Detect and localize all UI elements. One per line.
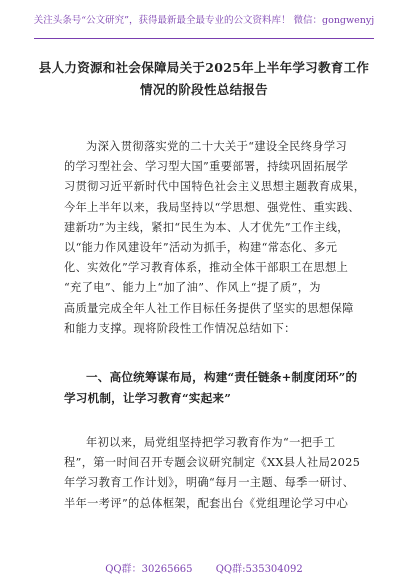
footer	[0, 560, 408, 575]
footer-qq-group-1: QQ群：30265665	[105, 564, 193, 575]
paragraph-line: 建新功”为主线，紧扣“民生为本、人才优先”工作主线，	[64, 220, 349, 234]
paragraph-line: 半年一考评”的总体框架，配套出台《党组理论学习中心	[64, 496, 349, 510]
paragraph-line: 化、实效化”学习教育体系，推动全体干部职工在思想上	[64, 261, 349, 275]
section-heading-1	[64, 367, 364, 409]
footer-qq-group-2: QQ群:535304092	[215, 564, 303, 575]
paragraph-line: “充了电”、能力上“加了油”、作风上“提了质”，为	[64, 281, 321, 295]
heading-line: 学习机制，让学习教育“实起来”	[64, 391, 232, 405]
document-title-line-2: 情况的阶段性总结报告	[139, 82, 268, 97]
paragraph-line: 今年上半年以来，我局坚持以“学思想、强党性、重实践、	[64, 200, 360, 214]
paragraph-line: 程”，第一时间召开专题会议研究制定《XX县人社局2025	[64, 456, 361, 470]
paragraph-line: 为深入贯彻落实党的二十大关于“建设全民终身学习	[86, 140, 348, 153]
header-divider	[34, 38, 374, 39]
document-title-line-1: 县人力资源和社会保障局关于2025年上半年学习教育工作	[38, 60, 370, 75]
heading-line: 一、高位统筹谋布局，构建“责任链条+制度闭环”的	[86, 370, 358, 384]
paragraph-line: 的学习型社会、学习型大国”重要部署，持续巩固拓展学	[64, 160, 349, 174]
header-banner: 关注头条号“公文研究”，获得最新最全最专业的公文资料库！ 微信：gongwenyj	[33, 15, 375, 26]
paragraph-line: 以“能力作风建设年”活动为抓手，构建“常态化、多元	[64, 240, 338, 254]
section-1-paragraph	[64, 433, 361, 514]
intro-paragraph	[64, 137, 366, 339]
paragraph-line: 和能力支撑。现将阶段性工作情况总结如下：	[64, 321, 296, 335]
paragraph-line: 高质量完成全年人社工作目标任务提供了坚实的思想保障	[64, 301, 354, 315]
paragraph-line: 习贯彻习近平新时代中国特色社会主义思想主题教育成果，	[64, 180, 366, 194]
paragraph-line: 年初以来，局党组坚持把学习教育作为“一把手工	[86, 436, 336, 449]
paragraph-line: 年学习教育工作计划》，明确“每月一主题、每季一研讨、	[64, 476, 355, 490]
